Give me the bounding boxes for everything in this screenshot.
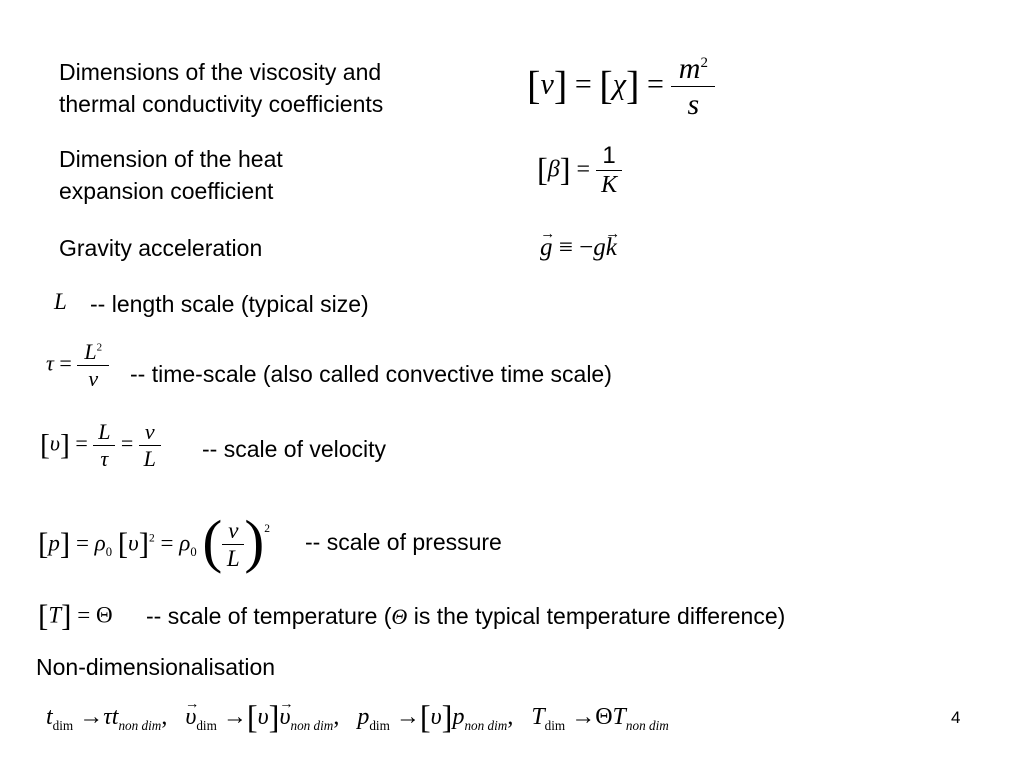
heat-expansion-label-line1: Dimension of the heat — [59, 146, 283, 172]
time-formula: τ = $\frac{L^2}{\nu}$ — [46, 340, 109, 391]
m2-over-s: $\frac{m^2}{s}$ — [671, 52, 715, 121]
L-over-tau: $\frac{L}{\tau}$ — [93, 420, 115, 471]
page-number: 4 — [951, 708, 961, 727]
velocity-desc: -- scale of velocity — [202, 436, 387, 462]
viscosity-formula: [ν] = [χ] = $\frac{m^2}{s}$ — [527, 52, 715, 121]
length-desc: -- length scale (typical size) — [90, 291, 369, 317]
beta-formula: [β] = $\frac{1}{K}$ — [537, 143, 622, 199]
pressure-desc: -- scale of pressure — [305, 529, 502, 555]
one-over-K: $\frac{1}{K}$ — [596, 143, 622, 199]
temperature-formula: [T] = Θ — [38, 598, 113, 633]
gravity-label: Gravity acceleration — [59, 235, 263, 261]
velocity-formula: [υ] = $\frac{L}{\tau}$ = $\frac{\nu}{L}$ — [40, 420, 161, 471]
L2-over-nu: $\frac{L^2}{\nu}$ — [77, 340, 109, 391]
pressure-formula: $[p] = \rho_0$ $[\upsilon]^2 = \rho_0$ ( $\frac{\nu}{L}$ )$^2$ — [38, 508, 270, 574]
nu-over-L: $\frac{\nu}{L}$ — [139, 420, 161, 471]
heat-expansion-label-line2: expansion coefficient — [59, 178, 274, 204]
gravity-formula: g → ≡ −gk → — [540, 234, 617, 262]
nu-over-L-pressure: $\frac{\nu}{L}$ — [222, 518, 244, 572]
heat-expansion-label — [59, 143, 283, 207]
viscosity-label-line1: Dimensions of the viscosity and — [59, 59, 382, 85]
viscosity-label-line2: thermal conductivity coefficients — [59, 91, 384, 117]
viscosity-label — [59, 56, 383, 120]
time-desc: -- time-scale (also called convective time scale) — [130, 361, 612, 387]
temperature-desc: -- scale of temperature (Θ is the typical temperature difference) — [146, 603, 786, 629]
nondim-formulas: $t_{dim} \to\tau t_{non dim}$, $\upsilon \to_{dim} \to[\upsilon]\upsilon \to_{non dim}$, $p_{dim} \to[\upsilon]p_{non dim}$, $T_{dim} \to\Theta T_{non dim}$ — [46, 700, 669, 737]
nondim-heading: Non-dimensionalisation — [36, 654, 276, 680]
length-symbol: L — [54, 289, 67, 314]
